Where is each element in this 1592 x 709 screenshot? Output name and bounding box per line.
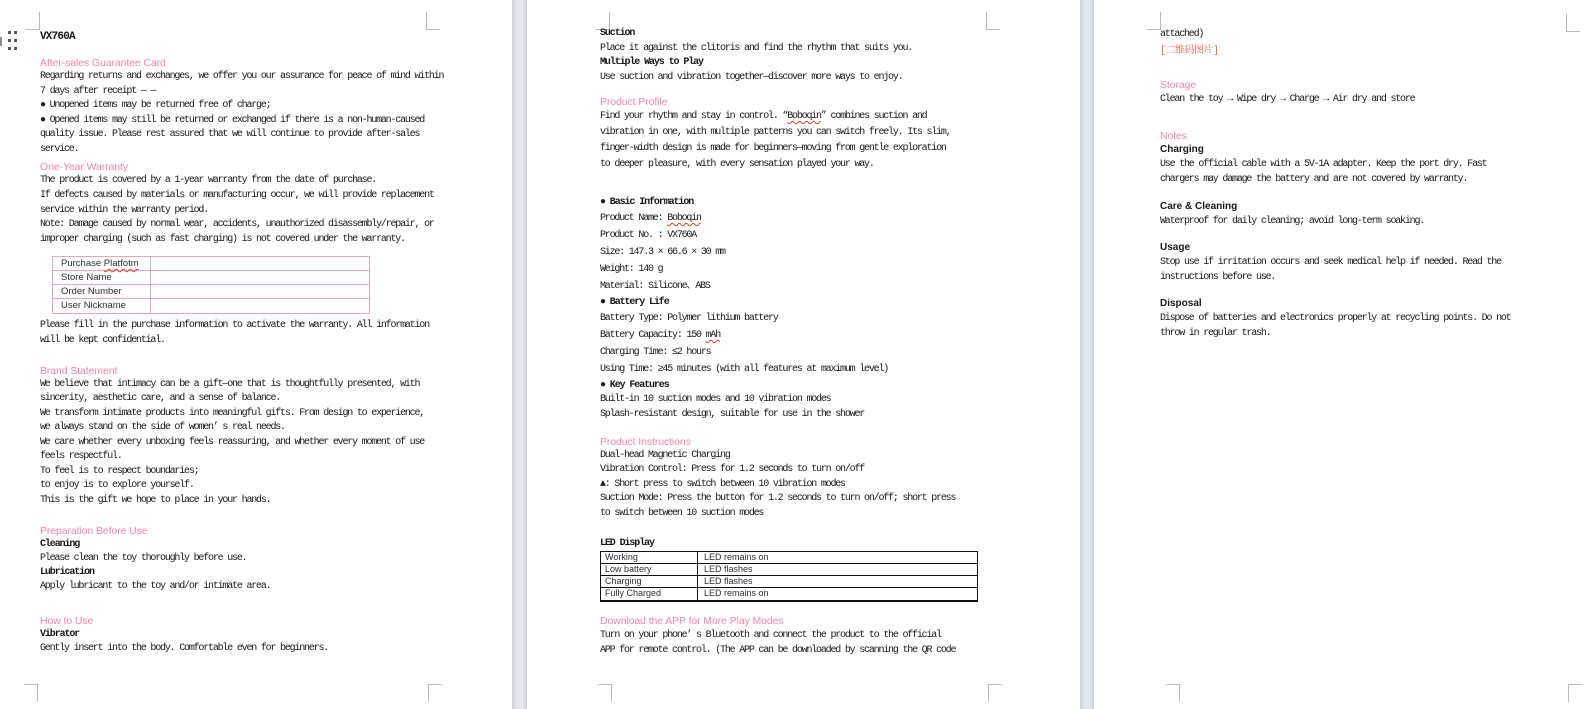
text-line: Note: Damage caused by normal wear, accidents, unauthorized disassembly/repair, or xyxy=(40,219,434,231)
spacer xyxy=(40,349,426,365)
drag-handle-icon[interactable] xyxy=(8,31,17,50)
margin-crop-mark xyxy=(1568,684,1582,702)
margin-crop-mark xyxy=(988,684,1002,702)
table-cell xyxy=(53,299,151,313)
text-line: will be kept confidential. xyxy=(40,335,165,347)
warranty-info-table xyxy=(52,256,370,314)
text-line: to deeper pleasure, with every sensation played your way. xyxy=(600,159,874,171)
text-run: User Nickname xyxy=(61,299,126,311)
subheading: Lubrication xyxy=(40,567,94,579)
table-row xyxy=(53,257,369,271)
text-line: Stop use if irritation occurs and seek medical help if needed. Read the xyxy=(1160,257,1501,268)
text-line: Vibration Control: Press for 1.2 seconds to turn on/off xyxy=(600,464,865,476)
text-line: Apply lubricant to the toy and/or intimate area. xyxy=(40,581,271,593)
table-row xyxy=(601,564,977,576)
table-row xyxy=(601,552,977,564)
text-line: We care whether every unboxing feels reassuring, and whether every moment of use xyxy=(40,436,425,448)
page-1-content xyxy=(40,30,444,656)
text-line: service. xyxy=(40,143,79,155)
margin-crop-mark xyxy=(598,684,612,702)
text-line: attached) xyxy=(1160,29,1204,40)
document-title: VX760A xyxy=(40,31,75,43)
text-line: Suction Mode: Press the button for 1.2 seconds to turn on/off; short press xyxy=(600,493,956,505)
text-line: ● Unopened items may be returned free of charge; xyxy=(40,100,271,111)
misspelled-word: Boboqin xyxy=(787,111,821,123)
spacer xyxy=(40,508,426,525)
text-line: improper charging (such as fast charging) is not covered under the warranty. xyxy=(40,234,405,246)
text-line: ● Opened items may still be returned or exchanged if there is a non-human-caused xyxy=(40,114,425,126)
section-heading: Storage xyxy=(1160,79,1197,91)
spacer xyxy=(40,45,426,57)
led-status-table xyxy=(600,551,978,602)
table-row xyxy=(601,588,977,600)
section-heading: After-sales Guarantee Card xyxy=(40,57,166,69)
text-run: Find your rhythm and stay in control. “ xyxy=(600,111,788,123)
text-run: Store Name xyxy=(61,271,112,283)
table-row xyxy=(53,285,369,299)
text-line: Dual-head Magnetic Charging xyxy=(600,450,730,461)
text-run: Order Number xyxy=(61,285,122,297)
text-run: ” combines suction and xyxy=(820,111,927,123)
subheading: Usage xyxy=(1160,242,1191,253)
text-line: We transform intimate products into meaningful gifts. From design to experience, xyxy=(40,407,425,419)
table-cell: LED remains on xyxy=(704,552,769,563)
table-cell xyxy=(53,257,151,270)
spacer xyxy=(40,594,426,615)
text-line: we always stand on the side of women’ s real needs. xyxy=(40,422,285,434)
text-line: Please fill in the purchase information to activate the warranty. All information xyxy=(40,319,429,331)
text-line: chargers may damage the battery and are not covered by warranty. xyxy=(1160,174,1468,185)
text-line: This is the gift we hope to place in your hands. xyxy=(40,494,271,506)
subheading: Care & Cleaning xyxy=(1160,201,1238,212)
text-line: instructions before use. xyxy=(1160,272,1276,283)
table-cell-empty[interactable] xyxy=(151,299,369,313)
text-line: Use the official cable with a 5V-1A adapter. Keep the port dry. Fast xyxy=(1160,159,1487,170)
table-row xyxy=(53,271,369,285)
text-line: Charging Time: ≤2 hours xyxy=(600,347,711,359)
subheading: ● Key Features xyxy=(600,380,669,392)
table-cell: Charging xyxy=(601,576,698,587)
text-line: Product No. : VX760A xyxy=(600,230,697,242)
spacer xyxy=(600,422,986,436)
section-heading: Preparation Before Use xyxy=(40,525,148,538)
margin-crop-mark xyxy=(1147,12,1161,30)
text-line: sincerity, aesthetic care, and a sense of balance. xyxy=(40,393,281,405)
subheading: Disposal xyxy=(1160,298,1202,309)
text-line: feels respectful. xyxy=(40,451,122,463)
margin-crop-mark xyxy=(1566,14,1580,32)
anchor-mark xyxy=(0,37,2,46)
text-line xyxy=(600,109,986,125)
page-3-content xyxy=(1160,27,1560,341)
section-heading: How to Use xyxy=(40,615,94,628)
text-line: quality issue. Please rest assured that we will continue to provide after-sales xyxy=(40,129,420,140)
text-line: Built-in 10 suction modes and 10 vibration modes xyxy=(600,394,831,406)
text-line: The product is covered by a 1-year warranty from the date of purchase. xyxy=(40,175,377,186)
margin-crop-mark xyxy=(426,12,440,30)
text-line: Waterproof for daily cleaning; avoid long-term soaking. xyxy=(1160,216,1425,227)
subheading: ● Basic Information xyxy=(600,197,694,209)
subheading: Suction xyxy=(600,28,635,39)
text-line: ▲: Short press to switch between 10 vibration modes xyxy=(600,478,845,490)
text-line: Splash-resistant design, suitable for use in the shower xyxy=(600,408,865,420)
text-line: to switch between 10 suction modes xyxy=(600,507,764,519)
spacer xyxy=(1160,61,1560,79)
section-heading: Download the APP for More Play Modes xyxy=(600,615,784,628)
spacer xyxy=(1160,187,1560,200)
subheading: Vibrator xyxy=(40,629,80,641)
page-gap xyxy=(512,0,527,709)
spacer xyxy=(600,521,986,537)
text-line: vibration in one, with multiple patterns you can switch freely. Its slim, xyxy=(600,127,951,139)
subheading: Multiple Ways to Play xyxy=(600,57,703,69)
spacer xyxy=(600,173,986,195)
subheading: Charging xyxy=(1160,144,1204,155)
text-line: Regarding returns and exchanges, we offer you our assurance for peace of mind within xyxy=(40,71,444,82)
section-heading: One-Year Warranty xyxy=(40,161,128,173)
spacer xyxy=(600,602,986,615)
section-heading: Brand Statement xyxy=(40,364,118,377)
misspelled-word: Platfotm xyxy=(103,257,139,269)
margin-crop-mark xyxy=(26,12,40,30)
text-line: throw in regular trash. xyxy=(1160,328,1271,339)
page-gap xyxy=(1080,0,1094,709)
text-line: Turn on your phone’ s Bluetooth and connect the product to the official xyxy=(600,630,941,642)
text-line: We believe that intimacy can be a gift—one that is thoughtfully presented, with xyxy=(40,378,420,390)
table-cell-empty[interactable] xyxy=(151,257,369,270)
spacer xyxy=(40,248,426,256)
text-line: Place it against the clitoris and find the rhythm that suits you. xyxy=(600,42,913,54)
section-heading: Product Instructions xyxy=(600,436,691,448)
section-heading: Notes xyxy=(1160,130,1187,142)
spacer xyxy=(1160,285,1560,297)
table-cell: Low battery xyxy=(601,564,698,575)
text-line: Size: 147.3 × 66.6 × 30 mm xyxy=(600,247,725,259)
text-line: Clean the toy → Wipe dry → Charge → Air dry and store xyxy=(1160,94,1415,105)
table-cell: Fully Charged xyxy=(601,588,698,600)
text-run: Purchase xyxy=(61,257,104,269)
text-line xyxy=(600,210,986,227)
text-line: Please clean the toy thoroughly before use. xyxy=(40,553,247,565)
text-run: Battery Capacity: 150 xyxy=(600,330,706,342)
text-run: Product Name: xyxy=(600,213,668,225)
text-line: Using Time: ≥45 minutes (with all features at maximum level) xyxy=(600,364,889,376)
text-line: Dispose of batteries and electronics properly at recycling points. Do not xyxy=(1160,313,1511,324)
page-2-content xyxy=(600,27,986,658)
table-cell: LED flashes xyxy=(704,564,753,575)
table-row xyxy=(601,576,977,588)
text-line: 7 days after receipt — — xyxy=(40,85,156,97)
section-heading: Product Profile xyxy=(600,96,668,109)
table-cell: LED flashes xyxy=(704,576,753,587)
placeholder-image-text: [二维码图片] xyxy=(1160,46,1219,57)
text-line: Gently insert into the body. Comfortable even for beginners. xyxy=(40,643,329,655)
table-cell-empty[interactable] xyxy=(151,285,369,298)
text-line: If defects caused by materials or manufacturing occur, we will provide replacement xyxy=(40,189,434,201)
margin-crop-mark xyxy=(1166,684,1180,702)
text-line: Weight: 140 g xyxy=(600,264,663,276)
table-row xyxy=(53,299,369,313)
text-line: APP for remote control. (The APP can be downloaded by scanning the QR code xyxy=(600,645,956,657)
margin-crop-mark xyxy=(986,12,1000,30)
subheading: Cleaning xyxy=(40,539,80,551)
text-line: Material: Silicone、ABS xyxy=(600,281,710,293)
text-line: Use suction and vibration together—discover more ways to enjoy. xyxy=(600,71,903,83)
text-line: To feel is to respect boundaries; xyxy=(40,465,199,477)
table-cell-empty[interactable] xyxy=(151,271,369,284)
spacer xyxy=(1160,108,1560,130)
subheading: LED Display xyxy=(600,538,654,550)
misspelled-word: mAh xyxy=(705,330,721,342)
margin-crop-mark xyxy=(428,684,442,702)
text-line xyxy=(600,327,986,344)
text-line: Battery Type: Polymer lithium battery xyxy=(600,313,778,325)
misspelled-word: Boboqin xyxy=(667,213,701,225)
spacer xyxy=(1160,229,1560,241)
text-line: service within the warranty period. xyxy=(40,204,209,216)
subheading: ● Battery Life xyxy=(600,297,669,309)
table-cell xyxy=(53,271,151,284)
table-cell xyxy=(53,285,151,298)
text-line: finger-width design is made for beginners—moving from gentle exploration xyxy=(600,143,946,155)
text-line: to enjoy is to explore yourself. xyxy=(40,480,194,492)
margin-crop-mark xyxy=(24,684,38,702)
spacer xyxy=(600,85,986,96)
table-cell: Working xyxy=(601,552,698,563)
table-cell: LED remains on xyxy=(704,588,769,599)
